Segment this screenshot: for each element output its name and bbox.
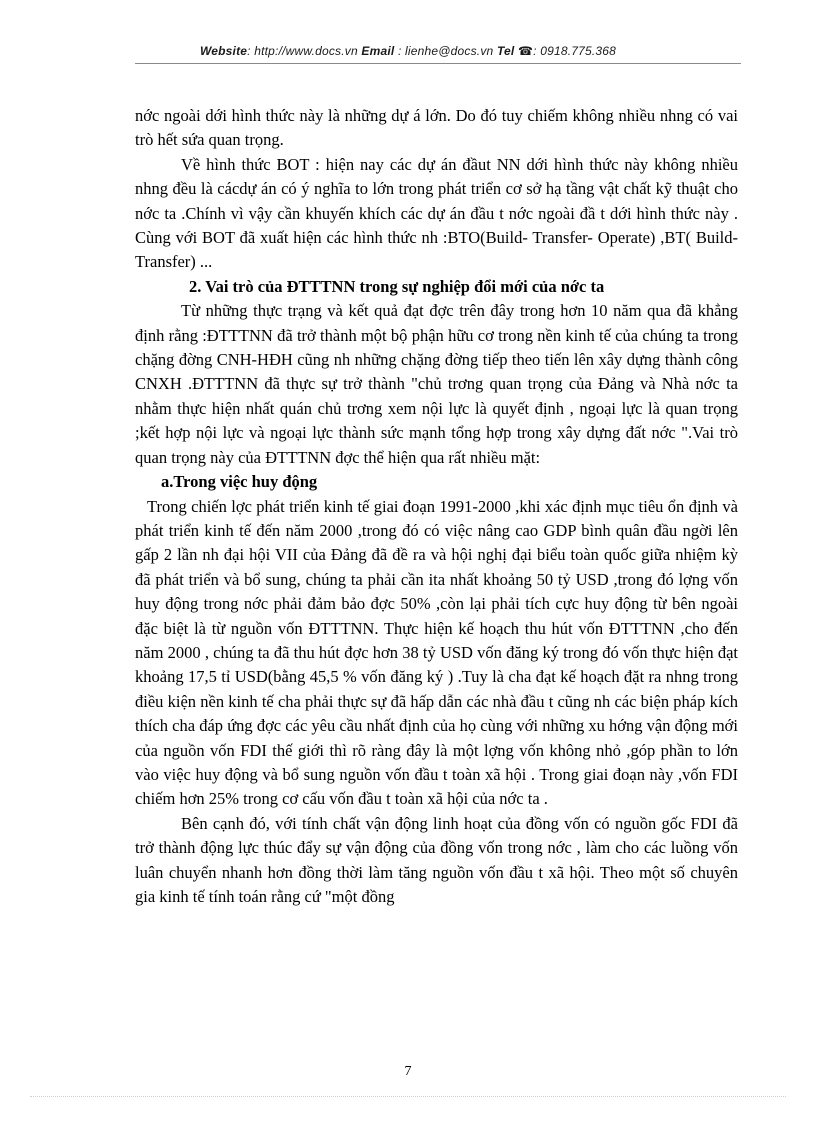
paragraph-role: Từ những thực trạng và kết quả đạt đợc trên đây trong hơn 10 năm qua đã khẳng định rằng :ĐTTTNN đã trở thành một bộ phận hữu cơ trong nền kinh tế của chúng ta trong chặng đờng CNH-HĐH cũng nh những chặng đờng tiếp theo tiến lên xây dựng thành công CNXH .ĐTTTNN đã thực sự trở thành "chủ trơng quan trọng của Đảng và Nhà nớc ta nhằm thực hiện nhất quán chủ trơng xem nội lực là quyết định , ngoại lực là quan trọng ;kết hợp nội lực và ngoại lực thành sức mạnh tổng hợp trong xây dựng đất nớc ".Vai trò quan trọng này của ĐTTTNN đợc thể hiện qua rất nhiều mặt:: [135, 301, 738, 467]
paragraph-1: nớc ngoài dới hình thức này là những dự á lớn. Do đó tuy chiếm không nhiều nhng có vai trò hết sứa quan trọng.: [135, 106, 738, 150]
email-label: Email: [361, 44, 395, 58]
paragraph-capital-flow: Bên cạnh đó, với tính chất vận động linh hoạt của đồng vốn có nguồn gốc FDI đã trở thành động lực thúc đẩy sự vận động của đồng vốn trong nớc , làm cho các luồng vốn luân chuyển nhanh hơn đồng thời làm tăng nguồn vốn đầu t xã hội. Theo một số chuyên gia kinh tế tính toán rằng cứ "một đồng: [135, 813, 738, 906]
paragraph-bot: Về hình thức BOT : hiện nay các dự án đầut NN dới hình thức này không nhiều nhng đều là cácdự án có ý nghĩa to lớn trong phát triển cơ sở hạ tầng vật chất kỹ thuật cho nớc ta .Chính vì vậy cần khuyến khích các dự án đầu t nớc ngoài đầ t dới hình thức này . Cùng với BOT đã xuất hiện các hình thức nh :BTO(Build- Transfer- Operate) ,BT( Build- Transfer) ...: [135, 154, 738, 272]
phone-icon: ☎: [518, 44, 534, 58]
header-divider: [135, 63, 741, 64]
section-heading-2: 2. Vai trò của ĐTTTNN trong sự nghiệp đổi mới của nớc ta: [189, 276, 605, 296]
email-link[interactable]: : lienhe@docs.vn: [397, 44, 494, 58]
document-body: [135, 104, 738, 909]
website-label: Website: [199, 44, 248, 58]
paragraph-mobilization: Trong chiến lợc phát triển kinh tế giai đoạn 1991-2000 ,khi xác định mục tiêu ổn định và phát triển kinh tế đến năm 2000 ,trong đó có việc nâng cao GDP bình quân đầu ngời lên gấp 2 lần nh đại hội VII của Đảng đã đề ra và hội nghị đại biểu toàn quốc giữa nhiệm kỳ đã phát triển và bổ sung, chúng ta phải cần ita nhất khoảng 50 tỷ USD ,trong đó lợng vốn huy động trong nớc phải đảm bảo đợc 50% ,còn lại phải tích cực huy động từ bên ngoài đặc biệt là từ nguồn vốn ĐTTTNN. Thực hiện kế hoạch thu hút vốn ĐTTTNN ,cho đến năm 2000 , chúng ta đã thu hút đợc hơn 38 tỷ USD vốn đăng ký trong đó vốn thực hiện đạt khoảng 17,5 tỉ USD(bằng 45,5 % vốn đăng ký ) .Tuy là cha đạt kế hoạch đặt ra nhng trong điều kiện nền kinh tế cha phải thực sự đã hấp dẫn các nhà đầu t cũng nh các biện pháp kích thích cha đáp ứng đợc các yêu cầu nhất định của họ cùng với những xu hớng vận động mới của nguồn vốn FDI thế giới thì rõ ràng đây là một lợng vốn không nhỏ ,góp phần to lớn vào việc huy động và bổ sung nguồn vốn đầu t toàn xã hội . Trong giai đoạn này ,vốn FDI chiếm hơn 25% trong cơ cấu vốn đầu t toàn xã hội của nớc ta .: [135, 496, 738, 809]
page-bottom-divider: [30, 1096, 786, 1097]
subsection-heading-a: a.Trong việc huy động: [161, 472, 318, 492]
tel-value: : 0918.775.368: [533, 44, 617, 58]
tel-label: Tel: [496, 44, 515, 58]
page-number: 7: [404, 1064, 412, 1079]
website-link[interactable]: : http://www.docs.vn: [247, 44, 358, 58]
page-header: [0, 44, 816, 58]
